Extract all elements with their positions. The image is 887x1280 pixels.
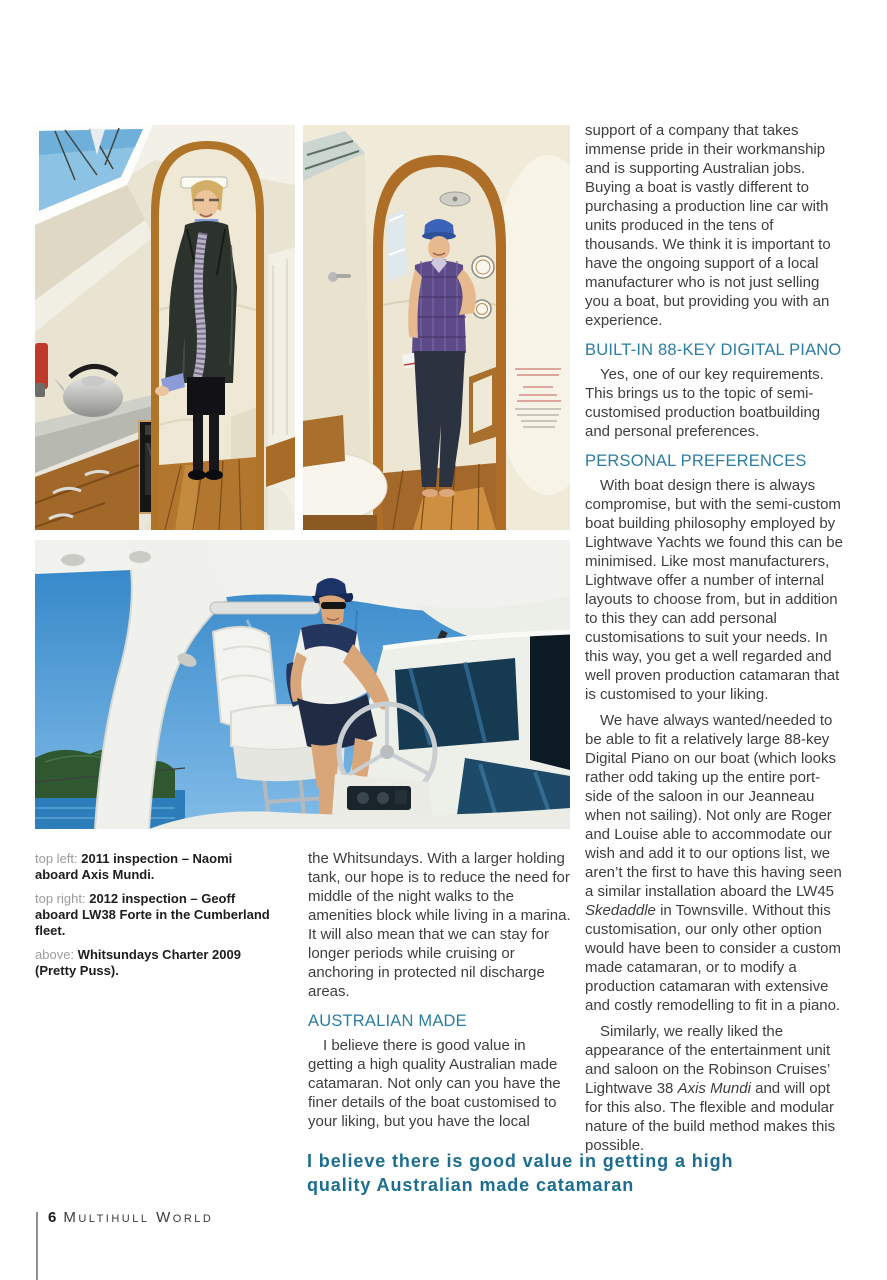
- body-paragraph: [585, 711, 847, 1015]
- paragraph-text: and will opt for this also. The flexible and modular nature of the build method makes this possible.: [585, 1080, 836, 1154]
- footer-rule: [36, 1212, 38, 1280]
- caption-text: Whitsundays Charter 2009 (Pretty Puss).: [35, 947, 241, 978]
- body-paragraph: the Whitsundays. With a larger holding tank, our hope is to reduce the need for middle of the night walks to the amenities block while living in a marina. It will also mean that we can stay for longer periods while cruising or anchoring in protected nil discharge areas.: [308, 850, 571, 1000]
- page-number: 6: [48, 1209, 57, 1226]
- section-heading-digital-piano: BUILT-IN 88-KEY DIGITAL PIANO: [585, 341, 842, 359]
- caption-label: above:: [35, 947, 75, 962]
- photo-cabin-inspection: [303, 125, 570, 530]
- body-paragraph: Yes, one of our key requirements. This brings us to the topic of semi-customised production boatbuilding and personal preferences.: [585, 366, 824, 440]
- caption-text: 2012 inspection – Geoff aboard LW38 Forte in the Cumberland fleet.: [35, 891, 270, 938]
- caption-top-right: [35, 891, 275, 939]
- body-paragraph: support of a company that takes immense pride in their workmanship and is supporting Australian jobs. Buying a boat is vastly different to purchasing a production line car with units produced in the tens of thousands. We think it is important to have the ongoing support of a local manufacturer who is not just selling you a boat, but providing you with an experience.: [585, 122, 831, 329]
- photo-helm-charter: [35, 540, 570, 829]
- paragraph-text: We have always wanted/needed to be able to fit a relatively large 88-key Digital Piano on our boat (which looks rather odd taking up the entire port-side of the saloon in our Jeanneau when not sailing). Not only are Roger and Louise able to accommodate our wish and add it to our options list, we aren’t the first to have this having seen a similar installation aboard the LW45: [585, 712, 842, 900]
- caption-text: 2011 inspection – Naomi aboard Axis Mundi.: [35, 851, 233, 882]
- caption-top-left: [35, 851, 275, 883]
- section-heading-personal-preferences: PERSONAL PREFERENCES: [585, 452, 807, 470]
- body-paragraph: With boat design there is always compromise, but with the semi-custom boat building philosophy employed by Lightwave Yachts we found this can be minimised. Like most manufacturers, Lightwave offer a number of internal layouts to choose from, but in addition to this they can add personal customisations to suit your needs. In this way, you get a well regarded and well proven production catamaran that is customised to your liking.: [585, 477, 843, 703]
- body-paragraph: [585, 1022, 847, 1155]
- section-heading-australian-made: AUSTRALIAN MADE: [308, 1012, 467, 1030]
- boat-name-italic: Skedaddle: [585, 902, 656, 919]
- paragraph-text: Similarly, we really liked the appearance of the entertainment unit and saloon on the Robinson Cruises’ Lightwave 38: [585, 1023, 831, 1097]
- photo-captions: [35, 851, 275, 987]
- page-footer: [48, 1209, 213, 1226]
- caption-above: [35, 947, 275, 979]
- middle-text-column: [308, 849, 574, 1138]
- right-text-column: [585, 121, 847, 1162]
- photo-galley-inspection: [35, 125, 295, 530]
- caption-label: top left:: [35, 851, 78, 866]
- magazine-title: Multihull World: [63, 1209, 214, 1226]
- caption-label: top right:: [35, 891, 86, 906]
- pull-quote: I believe there is good value in getting a high quality Australian made catamaran: [307, 1151, 734, 1195]
- paragraph-text: in Townsville. Without this customisation, our only other option would have been to consider a custom made catamaran, or to modify a production catamaran with extensive and costly remodelling to fit in a piano.: [585, 902, 841, 1014]
- boat-name-italic: Axis Mundi: [677, 1080, 751, 1097]
- body-paragraph: I believe there is good value in getting a high quality Australian made catamaran. Not only can you have the finer details of the boat customised to your liking, but you have the local: [308, 1037, 561, 1130]
